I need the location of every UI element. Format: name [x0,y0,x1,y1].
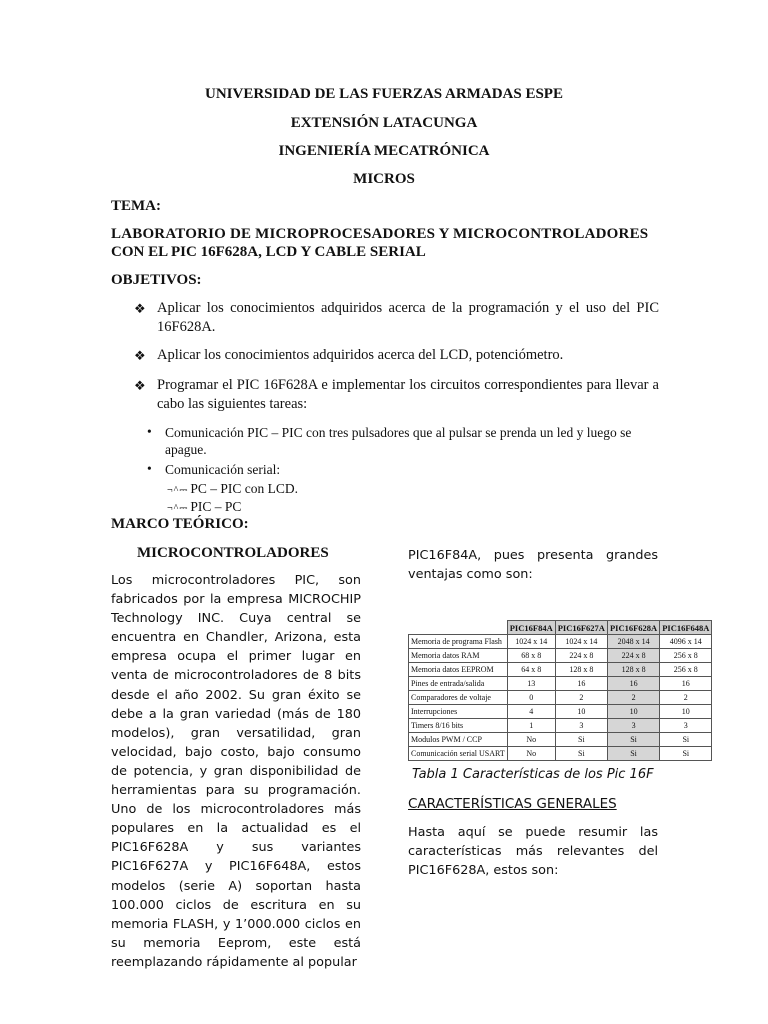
table-cell: Si [555,747,607,761]
table-cell: 3 [555,719,607,733]
university-title: UNIVERSIDAD DE LAS FUERZAS ARMADAS ESPE [205,86,563,102]
table-header-cell: PIC16F648A [660,621,712,635]
table-cell: 1024 x 14 [555,635,607,649]
table-cell: Si [607,747,659,761]
table-header-cell: PIC16F628A [607,621,659,635]
table-header-cell: PIC16F84A [507,621,555,635]
subtask-text: PC – PIC con LCD. [190,481,298,496]
task-text: Comunicación PIC – PIC con tres pulsadores que al pulsar se prenda un led y luego se apague. [165,425,632,457]
table-cell: 2 [607,691,659,705]
table-cell: Interrupciones [409,705,508,719]
table-cell: 1 [507,719,555,733]
table-cell: 3 [660,719,712,733]
subtask-text: PIC – PC [190,499,242,514]
table-row [409,663,712,677]
table-cell: Memoria datos RAM [409,649,508,663]
table-cell: 224 x 8 [607,649,659,663]
table-cell: 10 [607,705,659,719]
extension-title: EXTENSIÓN LATACUNGA [290,115,478,131]
table-caption: Tabla 1 Características de los Pic 16F [412,767,654,782]
tema-label: TEMA: [111,198,161,214]
left-paragraph: Los microcontroladores PIC, son fabricados por la empresa MICROCHIP Technology INC. Cuya central se encuentra en Chandler, Arizona, esta empresa ocupa el primer lugar en venta de microcontroladores de 8 bits desde el año 2002. Su gran éxito se debe a la gran variedad (más de 180 modelos), gran versatilidad, gran velocidad, bajo costo, bajo consumo de potencia, y gran disponibilidad de herramientas para su programación. Uno de los microcontroladores más populares en la actualidad es el PIC16F628A y sus variantes PIC16F627A y PIC16F648A, estos modelos (serie A) soportan hasta 100.000 ciclos de escritura en su memoria FLASH, y 1’000.000 ciclos en su memoria Eeprom, este está reemplazando rápidamente al popular [111,573,361,970]
section-subheading: CARACTERÍSTICAS GENERALES [408,796,617,812]
table-cell: 64 x 8 [507,663,555,677]
table-cell: 1024 x 14 [507,635,555,649]
table-cell: 4 [507,705,555,719]
table-cell: 13 [507,677,555,691]
bullet-dot-icon: • [147,424,152,439]
bullet-dot-icon: • [147,461,152,476]
table-cell: Si [660,733,712,747]
table-cell: 224 x 8 [555,649,607,663]
table-row [409,733,712,747]
table-header-cell [409,621,508,635]
section-title: MICROCONTROLADORES [137,545,329,561]
table-cell: Timers 8/16 bits [409,719,508,733]
table-cell: 3 [607,719,659,733]
subtask-item [167,499,241,515]
table-cell: Comunicación serial USART [409,747,508,761]
table-cell: Memoria de programa Flash [409,635,508,649]
table-cell: No [507,747,555,761]
objetivo-item [134,376,659,414]
table-row [409,635,712,649]
task-item [147,461,657,478]
diamond-bullet-icon: ❖ [134,348,146,363]
table-row [409,719,712,733]
table-row [409,747,712,761]
table-cell: 2 [555,691,607,705]
table-cell: 256 x 8 [660,649,712,663]
table-cell: 4096 x 14 [660,635,712,649]
table-cell: 16 [660,677,712,691]
table-cell: No [507,733,555,747]
table-cell: Modulos PWM / CCP [409,733,508,747]
table-cell: Memoria datos EEPROM [409,663,508,677]
table-cell: 2048 x 14 [607,635,659,649]
pic-comparison-table [408,620,712,761]
table-cell: 256 x 8 [660,663,712,677]
tema-line-1: LABORATORIO DE MICROPROCESADORES Y MICROCONTROLADORES [111,226,649,242]
table-cell: 16 [607,677,659,691]
table-cell: 10 [660,705,712,719]
task-item [147,424,657,458]
diamond-bullet-icon: ❖ [134,301,146,316]
table-cell: Si [607,733,659,747]
table-cell: Si [660,747,712,761]
subject-title: MICROS [353,171,415,187]
table-cell: Si [555,733,607,747]
subtask-marker-icon: ¬^⎓ [167,503,189,514]
objetivo-item [134,299,659,337]
table-cell: 68 x 8 [507,649,555,663]
table-cell: 128 x 8 [607,663,659,677]
task-text: Comunicación serial: [165,462,281,477]
table-cell: Comparadores de voltaje [409,691,508,705]
table-row [409,705,712,719]
subtask-marker-icon: ¬^⎓ [167,485,189,496]
table-cell: Pines de entrada/salida [409,677,508,691]
diamond-bullet-icon: ❖ [134,378,146,393]
table-row [409,691,712,705]
objetivo-text: Aplicar los conocimientos adquiridos acerca del LCD, potenciómetro. [157,347,564,363]
objetivo-item [134,346,659,365]
career-title: INGENIERÍA MECATRÓNICA [278,143,490,159]
marco-label: MARCO TEÓRICO: [111,516,249,532]
table-header-cell: PIC16F627A [555,621,607,635]
table-cell: 2 [660,691,712,705]
subtask-item [167,481,298,497]
table-cell: 10 [555,705,607,719]
objetivo-text: Programar el PIC 16F628A e implementar los circuitos correspondientes para llevar a cabo las siguientes tareas: [157,377,659,412]
table-header-row [409,621,712,635]
objetivos-label: OBJETIVOS: [111,272,202,288]
table-row [409,677,712,691]
objetivo-text: Aplicar los conocimientos adquiridos acerca de la programación y el uso del PIC 16F628A. [157,300,659,335]
table-cell: 128 x 8 [555,663,607,677]
summary-paragraph: Hasta aquí se puede resumir las características más relevantes del PIC16F628A, estos son: [408,825,658,878]
table-row [409,649,712,663]
table-cell: 0 [507,691,555,705]
right-paragraph: PIC16F84A, pues presenta grandes ventajas como son: [408,548,658,582]
table-cell: 16 [555,677,607,691]
tema-line-2: CON EL PIC 16F628A, LCD Y CABLE SERIAL [111,244,426,260]
